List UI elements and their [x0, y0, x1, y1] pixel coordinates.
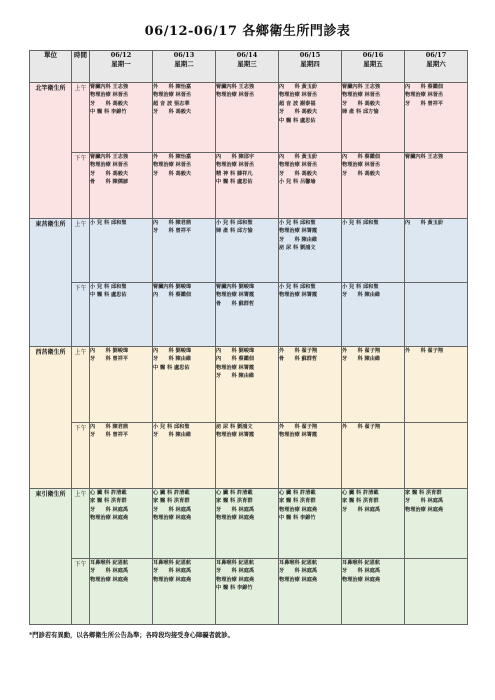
doctor-entry: 牙 科 林庭禹: [216, 506, 255, 513]
doctor-entry: 小 兒 科 邱和聖: [279, 284, 316, 290]
schedule-cell: [342, 347, 405, 423]
doctor-entry: 物理治療 林庭堯: [153, 576, 192, 583]
doctor-entry: 物理治療 林晉丞: [216, 162, 255, 169]
doctor-entry: 物理治療 林箐霞: [216, 432, 255, 439]
period-label: 上午: [72, 219, 90, 283]
day-date: 06/16: [362, 51, 384, 59]
doctor-entry: 腎臟內科 王志強: [405, 154, 444, 160]
doctor-entry: 物理治療 林箐霞: [279, 228, 318, 235]
doctor-entry: 物理治療 林晉丞: [342, 92, 381, 99]
doctor-entry: 中 醫 科 李錦竹: [90, 109, 127, 116]
doctor-entry: 腎臟內科 王志強: [216, 84, 255, 90]
doctor-entry: 牙 科 林庭禹: [342, 506, 381, 513]
doctor-entry: 小 兒 科 呂馨瑜: [279, 179, 316, 186]
doctor-entry: 小 兒 科 邱和聖: [90, 220, 127, 226]
doctor-entry: 牙 科 馮毅夫: [90, 100, 129, 107]
doctor-entry: 物理治療 林箐霞: [279, 292, 318, 299]
doctor-entry: 精 神 科 滕祥凡: [216, 170, 253, 177]
schedule-cell: [153, 83, 216, 153]
schedule-cell: [90, 83, 153, 153]
schedule-cell: [279, 83, 342, 153]
footnote: *門診若有異動，以各鄉衛生所公告為準；各時段均接受身心障礙者就診。: [29, 632, 234, 639]
doctor-entry: 家 醫 科 洪育群: [279, 498, 316, 505]
schedule-row: [30, 219, 468, 283]
schedule-row: [30, 559, 468, 625]
schedule-cell: [153, 489, 216, 559]
schedule-row: [30, 153, 468, 219]
schedule-cell: [342, 559, 405, 625]
doctor-entry: 牙 科 林庭禹: [342, 568, 381, 575]
doctor-entry: 耳鼻喉科 紀恩航: [90, 560, 129, 566]
doctor-entry: 物理治療 林晉丞: [405, 92, 444, 99]
doctor-entry: 物理治療 林晉丞: [90, 92, 129, 99]
doctor-entry: 耳鼻喉科 紀恩航: [342, 560, 381, 566]
doctor-entry: 小 兒 科 邱和聖: [216, 220, 253, 226]
doctor-entry: 物理治療 林庭堯: [216, 576, 255, 583]
doctor-entry: 物理治療 林庭堯: [90, 515, 129, 522]
doctor-entry: 外 科 翟子翔: [279, 348, 318, 354]
doctor-entry: 泌 尿 科 劉鴻文: [216, 424, 253, 430]
doctor-entry: 耳鼻喉科 紀恩航: [216, 560, 255, 566]
doctor-entry: 家 醫 科 洪育群: [342, 498, 379, 505]
doctor-entry: 超 音 波 謝泰福: [279, 100, 316, 107]
doctor-entry: 外 科 翟子翔: [342, 348, 381, 354]
header-row: [30, 51, 468, 83]
schedule-cell: [342, 489, 405, 559]
doctor-entry: 物理治療 林晉丞: [279, 92, 318, 99]
schedule-cell: [279, 153, 342, 219]
doctor-entry: 腎臟內科 王志強: [90, 84, 129, 90]
doctor-entry: 牙 科 曾祥平: [405, 100, 444, 107]
doctor-entry: 牙 科 林庭禹: [90, 506, 129, 513]
doctor-entry: 外 科 翟子翔: [279, 424, 318, 430]
doctor-entry: 內 科 蔡鑑佃: [405, 84, 444, 90]
clinic-schedule-table: [29, 50, 468, 625]
doctor-entry: 物理治療 林晉丞: [90, 162, 129, 169]
schedule-cell: [279, 219, 342, 283]
doctor-entry: 家 醫 科 洪育群: [405, 490, 442, 496]
doctor-entry: 牙 科 林庭禹: [153, 568, 192, 575]
day-date: 06/17: [425, 51, 447, 59]
doctor-entry: 牙 科 林庭禹: [405, 498, 444, 505]
doctor-entry: 牙 科 林庭禹: [216, 568, 255, 575]
doctor-entry: 家 醫 科 洪育群: [90, 498, 127, 505]
doctor-entry: 牙 科 陳由維: [153, 432, 192, 439]
doctor-entry: 外 科 翟子翔: [405, 348, 444, 354]
doctor-entry: 中 醫 科 盧思佑: [216, 179, 253, 186]
doctor-entry: 腎臟內科 劉峻瑋: [153, 284, 192, 290]
doctor-entry: 骨 科 蘇群哲: [216, 300, 255, 307]
period-label: 上午: [72, 489, 90, 559]
clinic-name: 東引衛生所: [30, 489, 72, 625]
schedule-cell: [90, 347, 153, 423]
day-date: 06/14: [236, 51, 258, 59]
doctor-entry: 物理治療 林晉丞: [153, 92, 192, 99]
doctor-entry: 牙 科 陳由維: [153, 356, 192, 363]
day-date: 06/15: [299, 51, 321, 59]
schedule-cell: [216, 83, 279, 153]
doctor-entry: 中 醫 科 李錦竹: [279, 515, 316, 522]
doctor-entry: 婦 產 科 邱方愉: [216, 228, 253, 235]
schedule-cell: [405, 219, 468, 283]
day-weekday: 星期四: [300, 59, 320, 68]
schedule-cell: [216, 219, 279, 283]
doctor-entry: 牙 科 陳由維: [342, 292, 381, 299]
day-header: [342, 51, 405, 83]
schedule-cell: [216, 423, 279, 489]
doctor-entry: 內 科 黃玉紛: [405, 220, 444, 226]
schedule-cell: [342, 423, 405, 489]
period-header: 時間: [72, 51, 90, 83]
schedule-row: [30, 283, 468, 347]
schedule-cell: [216, 347, 279, 423]
schedule-cell: [153, 559, 216, 625]
doctor-entry: 家 醫 科 洪育群: [153, 498, 190, 505]
clinic-name: 北竿衛生所: [30, 83, 72, 219]
doctor-entry: 內 科 黃玉紛: [279, 84, 318, 90]
doctor-entry: 內 科 劉峻瑋: [90, 348, 129, 354]
doctor-entry: 中 醫 科 盧思佑: [90, 292, 127, 299]
doctor-entry: 牙 科 馮毅夫: [279, 170, 318, 177]
doctor-entry: 牙 科 馮毅夫: [90, 170, 129, 177]
doctor-entry: 牙 科 馮毅夫: [279, 109, 318, 116]
schedule-cell: [153, 347, 216, 423]
doctor-entry: 小 兒 科 邱和聖: [342, 284, 379, 290]
day-header: [216, 51, 279, 83]
doctor-entry: 腎臟內科 劉峻瑋: [216, 284, 255, 290]
doctor-entry: 骨 科 蘇群哲: [279, 356, 318, 363]
doctor-entry: 牙 科 馮毅夫: [342, 100, 381, 107]
doctor-entry: 牙 科 林庭禹: [90, 568, 129, 575]
doctor-entry: 物理治療 林庭堯: [216, 515, 255, 522]
schedule-row: [30, 423, 468, 489]
doctor-entry: 外 科 翟子翔: [342, 424, 381, 430]
clinic-name: 西莒衛生所: [30, 347, 72, 489]
schedule-cell: [153, 219, 216, 283]
doctor-entry: 內 科 陳君鼎: [90, 424, 129, 430]
doctor-entry: 物理治療 林庭堯: [342, 576, 381, 583]
doctor-entry: 牙 科 曾祥平: [90, 432, 129, 439]
doctor-entry: 牙 科 陳由維: [342, 356, 381, 363]
doctor-entry: 內 科 劉峻瑋: [216, 348, 255, 354]
doctor-entry: 腎臟內科 王志強: [90, 154, 129, 160]
doctor-entry: 內 科 黃玉紛: [279, 154, 318, 160]
doctor-entry: 骨 科 陳儒諺: [90, 179, 129, 186]
schedule-cell: [342, 153, 405, 219]
schedule-cell: [279, 489, 342, 559]
page-title: 06/12-06/17 各鄉衛生所門診表: [144, 24, 351, 39]
doctor-entry: 耳鼻喉科 紀恩航: [279, 560, 318, 566]
schedule-cell: [90, 283, 153, 347]
doctor-entry: 小 兒 科 邱和聖: [90, 284, 127, 290]
doctor-entry: 牙 科 曾祥平: [153, 228, 192, 235]
doctor-entry: 物理治療 林庭堯: [90, 576, 129, 583]
doctor-entry: 心 臟 科 許清載: [216, 490, 253, 496]
schedule-cell: [405, 489, 468, 559]
doctor-entry: 腎臟內科 王志強: [342, 84, 381, 90]
doctor-entry: 牙 科 陳由維: [216, 373, 255, 380]
doctor-entry: 物理治療 林箐霞: [279, 432, 318, 439]
clinic-name: 東莒衛生所: [30, 219, 72, 347]
doctor-entry: 小 兒 科 邱和聖: [279, 220, 316, 226]
day-header: [153, 51, 216, 83]
period-label: 下午: [72, 153, 90, 219]
doctor-entry: 外 科 陳怡嘉: [153, 154, 192, 160]
doctor-entry: 牙 科 馮毅夫: [153, 170, 192, 177]
doctor-entry: 內 科 蔡鑑佃: [216, 356, 255, 363]
day-header: [279, 51, 342, 83]
schedule-cell: [216, 489, 279, 559]
schedule-cell: [279, 283, 342, 347]
doctor-entry: 中 醫 科 盧思佑: [153, 364, 190, 371]
schedule-cell: [216, 559, 279, 625]
day-date: 06/12: [110, 51, 132, 59]
day-weekday: 星期二: [174, 59, 194, 68]
day-header: [90, 51, 153, 83]
day-weekday: 星期一: [111, 59, 131, 68]
schedule-cell: [405, 153, 468, 219]
schedule-cell: [342, 83, 405, 153]
doctor-entry: 物理治療 林晉丞: [216, 92, 255, 99]
schedule-cell: [90, 559, 153, 625]
day-weekday: 星期五: [363, 59, 383, 68]
schedule-cell: [153, 283, 216, 347]
doctor-entry: 物理治療 林晉丞: [342, 162, 381, 169]
doctor-entry: 中 醫 科 盧思佑: [279, 117, 316, 124]
schedule-cell: [405, 423, 468, 489]
schedule-cell: [90, 219, 153, 283]
doctor-entry: 中 醫 科 李錦竹: [216, 585, 253, 592]
doctor-entry: 物理治療 林箐霞: [216, 364, 255, 371]
doctor-entry: 牙 科 馮毅夫: [153, 109, 192, 116]
doctor-entry: 物理治療 林庭堯: [153, 515, 192, 522]
period-label: 下午: [72, 423, 90, 489]
schedule-row: [30, 347, 468, 423]
schedule-cell: [279, 347, 342, 423]
doctor-entry: 牙 科 林庭禹: [153, 506, 192, 513]
schedule-cell: [342, 283, 405, 347]
doctor-entry: 內 科 陳邵宇: [216, 154, 255, 160]
schedule-cell: [153, 153, 216, 219]
doctor-entry: 牙 科 馮毅夫: [342, 170, 381, 177]
doctor-entry: 物理治療 林箐霞: [216, 292, 255, 299]
doctor-entry: 內 科 蔡鑑佃: [153, 292, 192, 299]
doctor-entry: 心 臟 科 許清載: [279, 490, 316, 496]
schedule-row: [30, 489, 468, 559]
doctor-entry: 內 科 劉峻瑋: [153, 348, 192, 354]
doctor-entry: 超 音 波 張志華: [153, 100, 190, 107]
schedule-cell: [279, 559, 342, 625]
schedule-body: [30, 83, 468, 625]
doctor-entry: 牙 科 陳由維: [279, 236, 318, 243]
schedule-cell: [216, 283, 279, 347]
doctor-entry: 物理治療 林庭堯: [405, 506, 444, 513]
doctor-entry: 心 臟 科 許清載: [90, 490, 127, 496]
schedule-cell: [153, 423, 216, 489]
doctor-entry: 外 科 陳怡嘉: [153, 84, 192, 90]
day-date: 06/13: [173, 51, 195, 59]
doctor-entry: 物理治療 林晉丞: [153, 162, 192, 169]
day-weekday: 星期六: [426, 59, 446, 68]
period-label: 上午: [72, 83, 90, 153]
doctor-entry: 泌 尿 科 劉鴻文: [279, 245, 316, 252]
doctor-entry: 物理治療 林晉丞: [279, 162, 318, 169]
doctor-entry: 牙 科 林庭禹: [279, 568, 318, 575]
period-label: 下午: [72, 559, 90, 625]
doctor-entry: 婦 產 科 邱方愉: [342, 109, 379, 116]
schedule-cell: [405, 559, 468, 625]
period-label: 下午: [72, 283, 90, 347]
schedule-cell: [405, 83, 468, 153]
schedule-cell: [90, 153, 153, 219]
day-weekday: 星期三: [237, 59, 257, 68]
doctor-entry: 牙 科 曾祥平: [90, 356, 129, 363]
doctor-entry: 小 兒 科 邱和聖: [153, 424, 190, 430]
doctor-entry: 耳鼻喉科 紀恩航: [153, 560, 192, 566]
day-header: [405, 51, 468, 83]
doctor-entry: 心 臟 科 許清載: [342, 490, 379, 496]
doctor-entry: 內 科 蔡鑑佃: [342, 154, 381, 160]
schedule-cell: [90, 489, 153, 559]
doctor-entry: 內 科 陳君鼎: [153, 220, 192, 226]
schedule-cell: [342, 219, 405, 283]
schedule-cell: [90, 423, 153, 489]
schedule-cell: [279, 423, 342, 489]
schedule-cell: [216, 153, 279, 219]
period-label: 上午: [72, 347, 90, 423]
doctor-entry: 物理治療 林庭堯: [279, 506, 318, 513]
schedule-row: [30, 83, 468, 153]
unit-header: 單位: [30, 51, 72, 83]
doctor-entry: 心 臟 科 許清載: [153, 490, 190, 496]
doctor-entry: 家 醫 科 洪育群: [216, 498, 253, 505]
doctor-entry: 物理治療 林庭堯: [279, 576, 318, 583]
schedule-cell: [405, 283, 468, 347]
schedule-cell: [405, 347, 468, 423]
doctor-entry: 小 兒 科 邱和聖: [342, 220, 379, 226]
